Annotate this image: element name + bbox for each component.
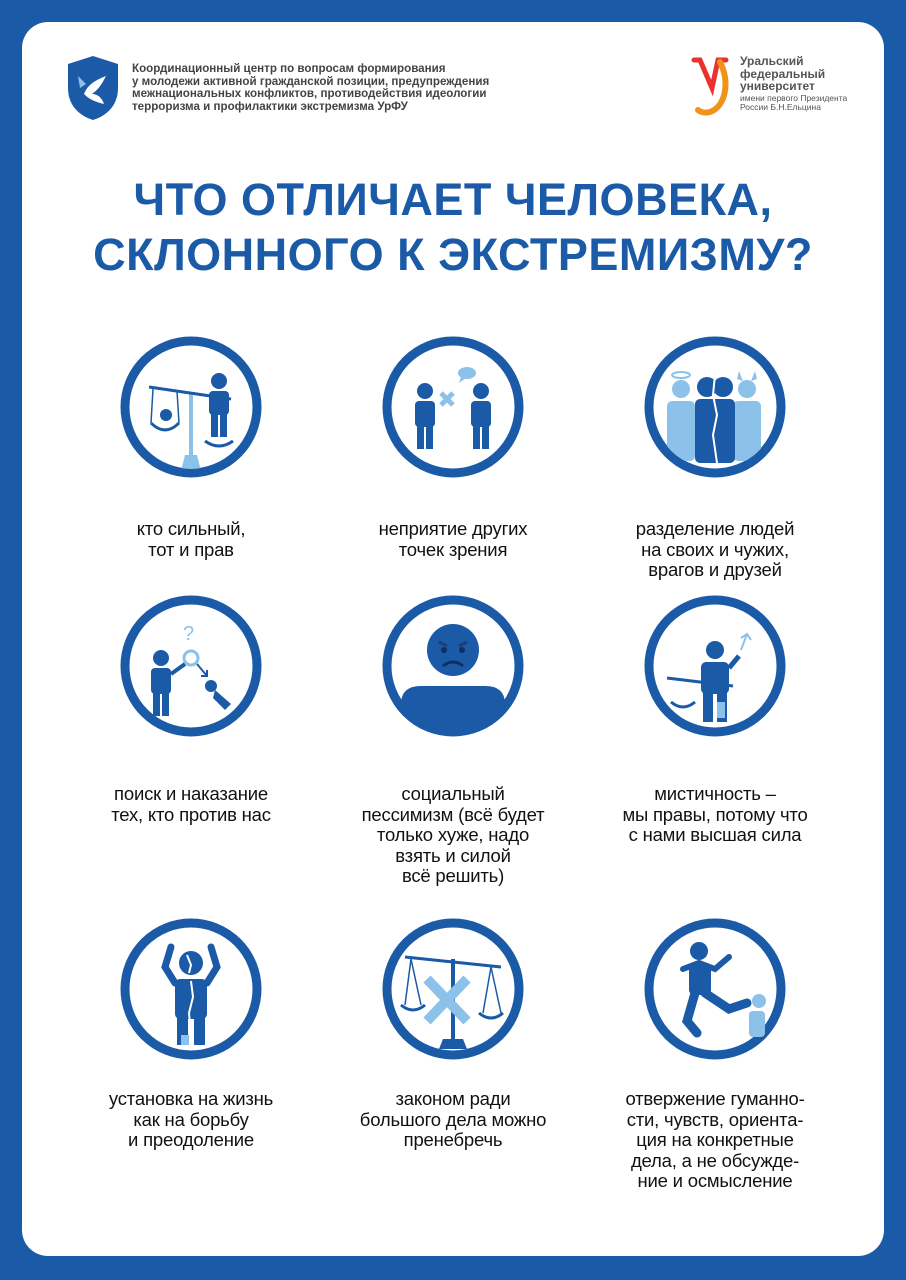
- humanity-rejection-icon: [643, 917, 787, 1061]
- feature-label: кто сильный, тот и прав: [136, 518, 246, 560]
- feature-label: отвержение гуманно- сти, чувств, ориента- ция на конкретные дела, а не обсужде- ние и осмысление: [625, 1088, 805, 1191]
- feature-label: установка на жизнь как на борьбу и преодоление: [108, 1088, 274, 1150]
- university-name: Уральский федеральный университет: [740, 54, 826, 93]
- svg-text:?: ?: [183, 623, 195, 645]
- university-subtitle: имени первого Президента России Б.Н.Ельцина: [740, 92, 848, 112]
- feature-label: разделение людей на своих и чужих, врагов и друзей: [635, 518, 795, 580]
- features-grid: [22, 22, 884, 1256]
- page-title: ЧТО ОТЛИЧАЕТ ЧЕЛОВЕКА, СКЛОННОГО К ЭКСТРЕМИЗМУ?: [93, 174, 813, 280]
- feature-label: поиск и наказание тех, кто против нас: [111, 783, 271, 825]
- mysticism-icon: [643, 594, 787, 738]
- search-punish-icon: [119, 594, 263, 738]
- friends-enemies-icon: [643, 335, 787, 479]
- feature-label: мистичность – мы правы, потому что с нами высшая сила: [622, 783, 808, 845]
- center-name: Координационный центр по вопросам формирования у молодежи активной гражданской позиции, предупреждения межнациональных конфликтов, противодействия идеологии терроризма и профилактики экстремизма УрФУ: [132, 62, 490, 113]
- pessimism-face-icon: [381, 594, 525, 738]
- rejection-views-icon: [381, 335, 525, 479]
- feature-label: законом ради большого дела можно пренебречь: [359, 1088, 547, 1150]
- feature-label: неприятие других точек зрения: [378, 518, 528, 560]
- struggle-icon: [119, 917, 263, 1061]
- law-neglect-icon: [381, 917, 525, 1061]
- poster-card: [22, 22, 884, 1256]
- scales-strength-icon: [119, 335, 263, 479]
- feature-label: социальный пессимизм (всё будет только хуже, надо взять и силой всё решить): [361, 783, 545, 886]
